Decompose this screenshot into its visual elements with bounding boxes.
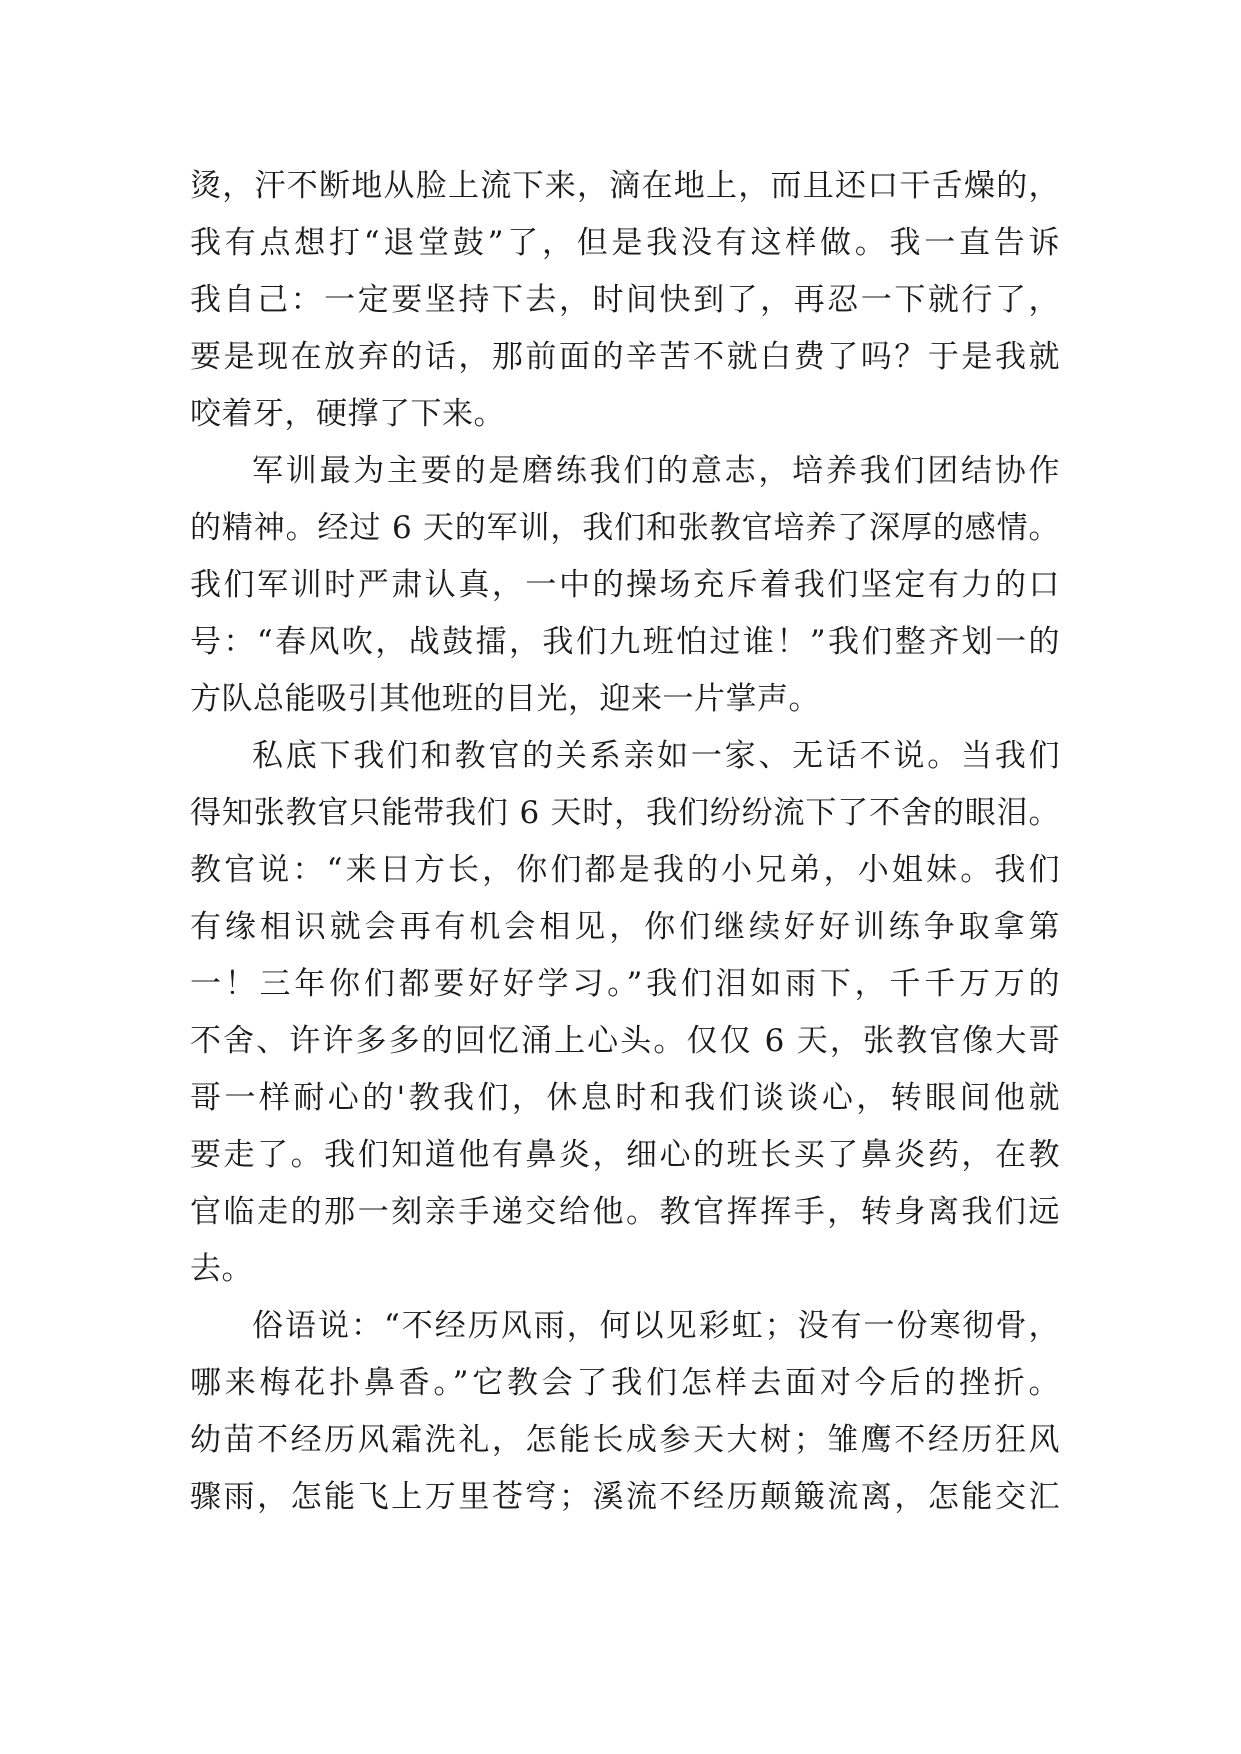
text-line: 得知张教官只能带我们 6 天时，我们纷纷流下了不舍的眼泪。 <box>190 795 1060 831</box>
text-line: 号：“春风吹，战鼓擂，我们九班怕过谁！”我们整齐划一的 <box>190 624 1060 660</box>
body-text <box>190 158 1060 1526</box>
text-line: 一！三年你们都要好好学习。”我们泪如雨下，千千万万的 <box>190 966 1060 1002</box>
text-line: 骤雨，怎能飞上万里苍穹；溪流不经历颠簸流离，怎能交汇 <box>190 1479 1060 1515</box>
text-line: 方队总能吸引其他班的目光，迎来一片掌声。 <box>190 681 820 717</box>
paragraph-first-line: 俗语说：“不经历风雨，何以见彩虹；没有一份寒彻骨， <box>252 1308 1060 1344</box>
text-line: 我们军训时严肃认真，一中的操场充斥着我们坚定有力的口 <box>190 567 1060 603</box>
text-line: 的精神。经过 6 天的军训，我们和张教官培养了深厚的感情。 <box>190 510 1060 546</box>
text-line: 我有点想打“退堂鼓”了，但是我没有这样做。我一直告诉 <box>190 225 1060 261</box>
text-line: 哪来梅花扑鼻香。”它教会了我们怎样去面对今后的挫折。 <box>190 1365 1060 1401</box>
text-line: 教官说：“来日方长，你们都是我的小兄弟，小姐妹。我们 <box>190 852 1060 888</box>
paragraph-first-line: 私底下我们和教官的关系亲如一家、无话不说。当我们 <box>252 738 1060 774</box>
text-line: 幼苗不经历风霜洗礼，怎能长成参天大树；雏鹰不经历狂风 <box>190 1422 1060 1458</box>
text-line: 去。 <box>190 1251 253 1287</box>
text-line: 我自己：一定要坚持下去，时间快到了，再忍一下就行了， <box>190 282 1060 318</box>
text-line: 有缘相识就会再有机会相见，你们继续好好训练争取拿第 <box>190 909 1060 945</box>
text-line: 不舍、许许多多的回忆涌上心头。仅仅 6 天，张教官像大哥 <box>190 1023 1060 1059</box>
text-line: 要是现在放弃的话，那前面的辛苦不就白费了吗？于是我就 <box>190 339 1060 375</box>
text-line: 要走了。我们知道他有鼻炎，细心的班长买了鼻炎药，在教 <box>190 1137 1060 1173</box>
text-line: 烫，汗不断地从脸上流下来，滴在地上，而且还口干舌燥的， <box>190 168 1060 204</box>
paragraph-first-line: 军训最为主要的是磨练我们的意志，培养我们团结协作 <box>252 453 1060 489</box>
text-line: 哥一样耐心的'教我们，休息时和我们谈谈心，转眼间他就 <box>190 1080 1060 1116</box>
text-line: 官临走的那一刻亲手递交给他。教官挥挥手，转身离我们远 <box>190 1194 1060 1230</box>
text-line: 咬着牙，硬撑了下来。 <box>190 396 505 432</box>
